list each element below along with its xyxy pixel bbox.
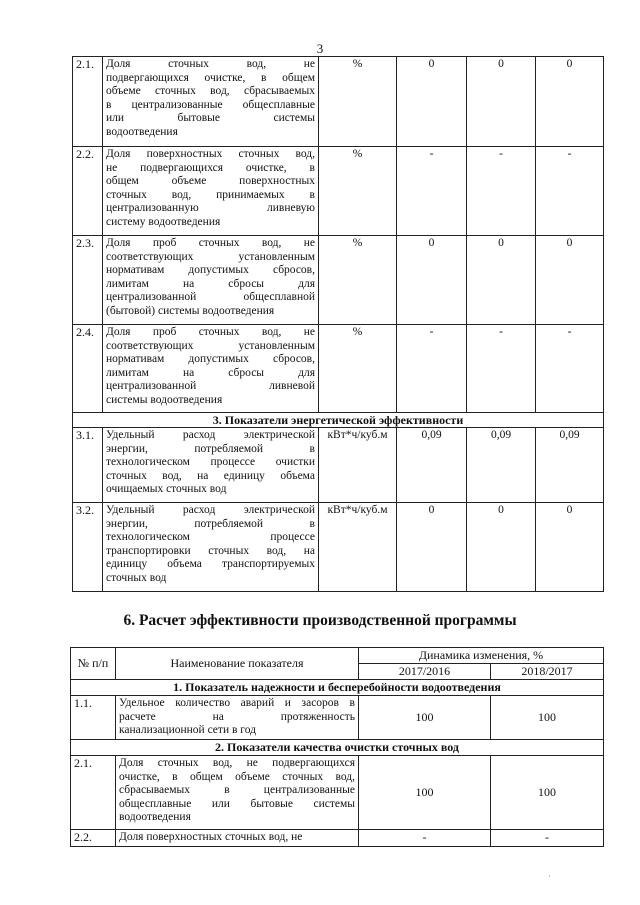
description-line: водоотведения bbox=[119, 811, 191, 823]
unit-cell: кВт*ч/куб.м bbox=[319, 503, 397, 592]
indicator-description bbox=[103, 503, 319, 592]
description-line: Доля проб сточных вод, не bbox=[106, 237, 315, 249]
section-title: 3. Показатели энергетической эффективности bbox=[73, 413, 604, 428]
table-row bbox=[71, 756, 604, 830]
value-cell: 0 bbox=[397, 236, 467, 325]
header-dynamics: Динамика изменения, % bbox=[359, 648, 604, 664]
value-cell: 0 bbox=[467, 236, 536, 325]
description-line: подвергающихся очистке, в общем bbox=[106, 71, 315, 84]
value-cell: 100 bbox=[359, 696, 491, 740]
value-cell: - bbox=[397, 325, 467, 413]
section-row bbox=[71, 740, 604, 756]
efficiency-table bbox=[70, 647, 604, 847]
value-cell: 100 bbox=[359, 756, 491, 830]
value-cell: 100 bbox=[491, 756, 604, 830]
indicator-description bbox=[103, 428, 319, 503]
value-cell: 0 bbox=[467, 57, 536, 147]
header-year-1: 2017/2016 bbox=[359, 664, 491, 680]
value-cell: - bbox=[397, 147, 467, 236]
description-line: Удельное количество аварий и засоров в bbox=[119, 697, 355, 709]
unit-cell: % bbox=[319, 325, 397, 413]
table-row bbox=[71, 830, 604, 847]
description-line: нормативам допустимых сбросов, bbox=[106, 353, 315, 365]
description-line: централизованную ливневую bbox=[106, 202, 315, 214]
unit-cell: % bbox=[319, 236, 397, 325]
description-line: лимитам на сбросы для bbox=[106, 277, 315, 290]
description-line: сточных вод, принимаемых в bbox=[106, 188, 315, 201]
value-cell: 0 bbox=[397, 57, 467, 147]
description-line: Доля поверхностных сточных вод, не bbox=[119, 831, 303, 843]
scan-mark: · bbox=[548, 872, 551, 881]
row-number: 2.3. bbox=[73, 236, 103, 325]
description-line: объеме сточных вод, сбрасываемых bbox=[106, 85, 315, 97]
description-line: энергии, потребляемой в bbox=[106, 442, 315, 455]
indicator-description bbox=[116, 830, 359, 847]
value-cell: 0,09 bbox=[397, 428, 467, 503]
description-line: в централизованные общесплавные bbox=[106, 98, 315, 111]
table-row bbox=[73, 147, 604, 236]
description-line: нормативам допустимых сбросов, bbox=[106, 264, 315, 276]
row-number: 2.4. bbox=[73, 325, 103, 413]
description-line: системы водоотведения bbox=[106, 393, 223, 406]
description-line: сточных вод, на единицу объема bbox=[106, 469, 315, 482]
row-number: 2.1. bbox=[71, 756, 116, 830]
row-number: 2.2. bbox=[73, 147, 103, 236]
description-line: соответствующих установленным bbox=[106, 250, 315, 263]
value-cell: - bbox=[536, 147, 604, 236]
value-cell: 0 bbox=[467, 503, 536, 592]
value-cell: 0,09 bbox=[536, 428, 604, 503]
indicator-description bbox=[116, 756, 359, 830]
description-line: транспортировки сточных вод, на bbox=[106, 544, 315, 557]
description-line: централизованной общесплавной bbox=[106, 291, 315, 303]
description-line: технологическом процессе очистки bbox=[106, 456, 315, 468]
indicators-table-continued bbox=[72, 56, 604, 592]
section-title: 2. Показатели качества очистки сточных вод bbox=[71, 740, 604, 756]
row-number: 2.1. bbox=[73, 57, 103, 147]
description-line: Удельный расход электрической bbox=[106, 429, 315, 441]
description-line: расчете на протяженность bbox=[119, 710, 355, 723]
description-line: или бытовые системы bbox=[106, 112, 315, 124]
value-cell: - bbox=[467, 325, 536, 413]
header-num: № п/п bbox=[71, 648, 116, 680]
value-cell: 0 bbox=[397, 503, 467, 592]
value-cell: - bbox=[536, 325, 604, 413]
unit-cell: % bbox=[319, 147, 397, 236]
description-line: энергии, потребляемой в bbox=[106, 517, 315, 530]
description-line: сточных вод bbox=[106, 571, 167, 584]
value-cell: 0 bbox=[536, 236, 604, 325]
description-line: единицу объема транспортируемых bbox=[106, 558, 315, 570]
value-cell: 0 bbox=[536, 57, 604, 147]
section-heading: 6. Расчет эффективности производственной программы bbox=[123, 612, 517, 629]
indicator-description bbox=[103, 325, 319, 413]
table-row bbox=[73, 428, 604, 503]
description-line: сбрасываемых в централизованные bbox=[119, 784, 355, 796]
description-line: очистке, в общем объеме сточных вод, bbox=[119, 770, 355, 783]
description-line: очищаемых сточных вод bbox=[106, 483, 227, 495]
indicator-description bbox=[103, 57, 319, 147]
description-line: систему водоотведения bbox=[106, 215, 221, 228]
value-cell: 100 bbox=[491, 696, 604, 740]
row-number: 3.2. bbox=[73, 503, 103, 592]
page-number: 3 bbox=[316, 41, 324, 56]
value-cell: - bbox=[491, 830, 604, 847]
unit-cell: кВт*ч/куб.м bbox=[319, 428, 397, 503]
description-line: канализационной сети в год bbox=[119, 724, 256, 736]
unit-cell: % bbox=[319, 57, 397, 147]
description-line: общем объеме поверхностных bbox=[106, 175, 315, 187]
table-row bbox=[73, 57, 604, 147]
section-title: 1. Показатель надежности и бесперебойности водоотведения bbox=[71, 680, 604, 696]
description-line: не подвергающихся очистке, в bbox=[106, 161, 315, 174]
header-year-2: 2018/2017 bbox=[491, 664, 604, 680]
header-name: Наименование показателя bbox=[116, 648, 359, 680]
row-number: 2.2. bbox=[71, 830, 116, 847]
description-line: водоотведения bbox=[106, 125, 178, 138]
table-row bbox=[73, 325, 604, 413]
table-row bbox=[71, 696, 604, 740]
indicator-description bbox=[116, 696, 359, 740]
indicator-description bbox=[103, 236, 319, 325]
value-cell: 0 bbox=[536, 503, 604, 592]
description-line: Доля поверхностных сточных вод, bbox=[106, 148, 315, 160]
description-line: Удельный расход электрической bbox=[106, 504, 315, 516]
table-row bbox=[73, 236, 604, 325]
description-line: централизованной ливневой bbox=[106, 380, 315, 392]
indicator-description bbox=[103, 147, 319, 236]
description-line: технологическом процессе bbox=[106, 531, 315, 543]
description-line: (бытовой) системы водоотведения bbox=[106, 304, 275, 317]
section-row bbox=[71, 680, 604, 696]
description-line: Доля проб сточных вод, не bbox=[106, 326, 315, 338]
section-row bbox=[73, 413, 604, 428]
description-line: общесплавные или бытовые системы bbox=[119, 797, 355, 810]
row-number: 3.1. bbox=[73, 428, 103, 503]
value-cell: 0,09 bbox=[467, 428, 536, 503]
table-row bbox=[73, 503, 604, 592]
description-line: соответствующих установленным bbox=[106, 339, 315, 352]
value-cell: - bbox=[359, 830, 491, 847]
description-line: Доля сточных вод, не bbox=[106, 58, 315, 70]
description-line: лимитам на сбросы для bbox=[106, 366, 315, 379]
row-number: 1.1. bbox=[71, 696, 116, 740]
description-line: Доля сточных вод, не подвергающихся bbox=[119, 757, 355, 769]
value-cell: - bbox=[467, 147, 536, 236]
